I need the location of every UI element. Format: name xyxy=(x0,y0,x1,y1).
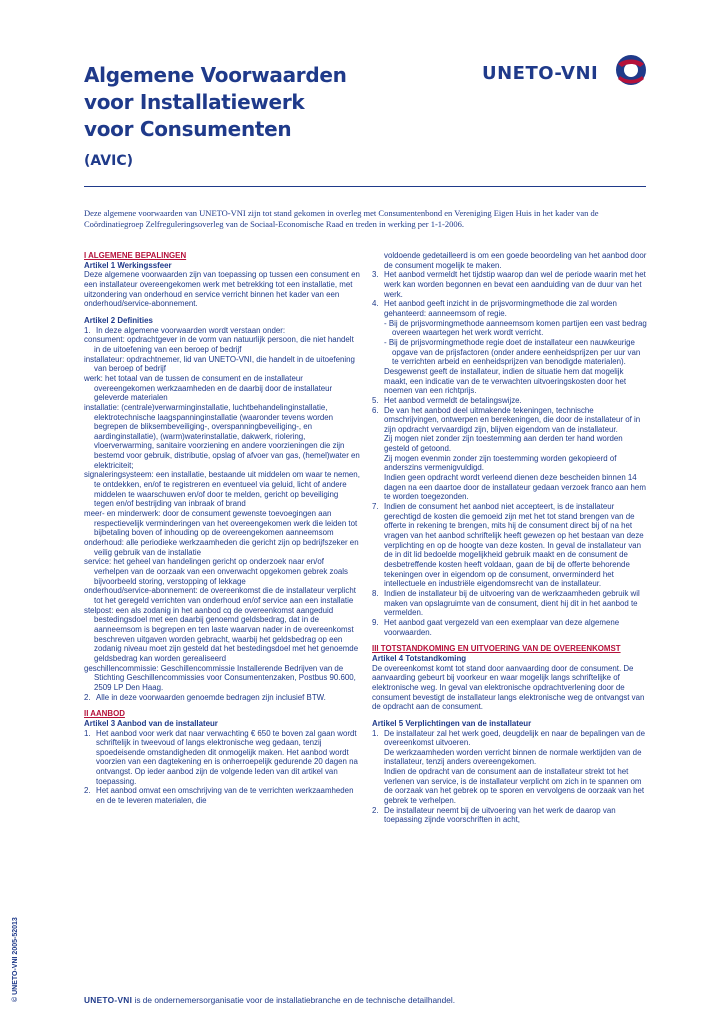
intro-paragraph: Deze algemene voorwaarden van UNETO-VNI zijn tot stand gekomen in overleg met Consumentenbond en Vereniging Eigen Huis in het kader van de Coördinatiegroep Zelfreguleringsoverleg van de Sociaal-Economische Raad en treden in werking per 1-1-2006. xyxy=(84,208,599,230)
title-line: voor Consumenten xyxy=(84,117,292,141)
list-item xyxy=(372,251,648,270)
title-line: Algemene Voorwaarden xyxy=(84,63,347,87)
definition-list xyxy=(84,335,360,692)
item-paragraph: Zij mogen evenmin zonder zijn toestemming worden gekopieerd of anderszins vermenigvuldigd. xyxy=(384,453,617,473)
list-item xyxy=(372,502,648,589)
item-number: 3. xyxy=(372,270,379,280)
section-heading: I ALGEMENE BEPALINGEN xyxy=(84,251,187,260)
definition-item: signaleringsysteem: een installatie, bestaande uit middelen om waar te nemen, te ontdekken, en/of te registreren en eventueel via geluid, licht of andere middelen te waarschuwen en/of door te melden, gericht op beveiliging tegen en/of bestrijding van inbraak of brand xyxy=(84,470,360,509)
article-heading: Artikel 1 Werkingssfeer xyxy=(84,260,172,270)
item-text: Het aanbod vermeldt het tijdstip waarop dan wel de periode waarin met het werk kan worden begonnen en bevat een aanduiding van de duur van het werk. xyxy=(384,270,646,299)
item-number: 1. xyxy=(372,728,379,738)
footer-description: is de ondernemersorganisatie voor de installatiebranche en de technische detailhandel. xyxy=(132,995,456,1005)
article-text: Deze algemene voorwaarden zijn van toepassing op tussen een consument en een installateur overeengekomen werk met betrekking tot een installatie, met uitzondering van onderhoud en service verricht binnen het kader van een onderhoud/service-abonnement. xyxy=(84,270,360,309)
item-number: 1. xyxy=(84,728,91,738)
item-text: Het aanbod voor werk dat naar verwachting € 650 te boven zal gaan wordt schriftelijk in tweevoud of langs elektronische weg gedaan, tenzij spoedeisende omstandigheden dit onmogelijk maken. Het aanbod wordt voorzien van een dagtekening en is onherroepelijk gedurende 20 dagen na ontvangst. Op ieder aanbod zijn de volgende leden van dit artikel van toepassing. xyxy=(96,728,358,786)
item-number: 4. xyxy=(372,299,379,309)
dash-item: - Bij de prijsvormingmethode aanneemsom komen partijen een vast bedrag overeen waartegen het werk wordt verricht. xyxy=(384,318,647,338)
definition-item: installateur: opdrachtnemer, lid van UNETO-VNI, die handelt in de uitoefening van beroep of bedrijf xyxy=(84,354,355,374)
item-number: 2. xyxy=(84,692,91,702)
definition-item: service: het geheel van handelingen gericht op onderzoek naar en/of verhelpen van de oorzaak van een onverwacht opgekomen gebrek zoals bijvoorbeeld storing, verstopping of lekkage xyxy=(84,557,348,586)
section-heading: III TOTSTANDKOMING EN UITVOERING VAN DE OVEREENKOMST xyxy=(372,644,621,654)
item-text: Indien de installateur bij de uitvoering van de werkzaamheden gebruik wil maken van opslagruimte van de consument, dient hij dit in het aanbod te vermelden. xyxy=(384,588,640,618)
document-subtitle: (AVIC) xyxy=(84,153,133,169)
item-text: De van het aanbod deel uitmakende tekeningen, technische omschrijvingen, ontwerpen en berekeningen, die door de installateur of in zijn opdracht vervaardigd zijn, blijven eigendom van de installateur. xyxy=(384,405,641,434)
article-text: De overeenkomst komt tot stand door aanvaarding door de consument. De aanvaarding gebeurt bij voorkeur en waar mogelijk langs schriftelijke of elektronische weg. In geval van elektronische opdrachtverlening door de consument bevestigt de installateur langs elektronische weg de ontvangst van de opdracht aan de consument. xyxy=(372,663,645,712)
document-title xyxy=(84,62,504,143)
header-divider xyxy=(84,186,646,187)
article-heading: Artikel 4 Totstandkoming xyxy=(372,653,467,663)
item-paragraph: Zij mogen niet zonder zijn toestemming aan derden ter hand worden gesteld of getoond. xyxy=(384,434,623,454)
article-list xyxy=(372,251,648,637)
list-item xyxy=(372,299,648,396)
item-text: De installateur neemt bij de uitvoering van het werk de daarop van toepassing zijnde voorschriften in acht, xyxy=(384,805,616,825)
item-paragraph: Indien geen opdracht wordt verleend dienen deze bescheiden binnen 14 dagen na een daartoe door de installateur gedaan verzoek franco aan hem te worden toegezonden. xyxy=(384,473,646,502)
definition-item: werk: het totaal van de tussen de consument en de installateur overeengekomen werkzaamheden en de daarbij door de installateur geleverde materialen xyxy=(84,373,333,403)
dash-item: - Bij de prijsvormingmethode regie doet de installateur een nauwkeurige opgave van de prijsfactoren (onder andere eenheidsprijzen per uur van te verrichten arbeid en eenheidsprijzen van benodigde materialen). xyxy=(384,337,641,367)
article-heading: Artikel 5 Verplichtingen van de installateur xyxy=(372,718,532,728)
article-list xyxy=(84,729,360,806)
footer-text xyxy=(84,995,664,1005)
item-text: Het aanbod vermeldt de betalingswijze. xyxy=(384,395,522,405)
title-line: voor Installatiewerk xyxy=(84,90,305,114)
item-text: Alle in deze voorwaarden genoemde bedragen zijn inclusief BTW. xyxy=(96,692,326,702)
copyright-note: © UNETO-VNI 2005-52013 xyxy=(12,917,19,1002)
article-list xyxy=(84,693,360,703)
right-column xyxy=(372,251,648,825)
logo-text: UNETO-VNI xyxy=(482,63,599,84)
item-number: 7. xyxy=(372,502,379,512)
list-item xyxy=(372,406,648,503)
item-number: 2. xyxy=(372,805,379,815)
item-text: Het aanbod geeft inzicht in de prijsvormingmethode die zal worden gehanteerd: aanneemsom of regie. xyxy=(384,299,617,318)
definition-item: stelpost: een als zodanig in het aanbod cq de overeenkomst aangeduid bestedingsdoel met een daarbij genoemd geldsbedrag, dat in de aanneemsom is begrepen en ten laste waarvan nader in de overeenkomst beschreven uitgaven worden gebracht, waarbij het geldsbedrag op een zodanig niveau moet zijn gesteld dat het bestedingsdoel met het genoemde geldsbedrag kan worden gerealiseerd xyxy=(84,605,359,663)
item-paragraph: Indien de opdracht van de consument aan de installateur strekt tot het verlenen van service, is de installateur verplicht om zich in te spannen om de oorzaak van het gebrek op te sporen en vervolgens de oorzaak van het gebrek te verhelpen. xyxy=(384,767,645,806)
definition-item: meer- en minderwerk: door de consument gewenste toevoegingen aan respectievelijk verminderingen van het overeengekomen werk die leiden tot bijbetaling boven of inhouding op de overeengekomen aanneemsom xyxy=(84,509,358,538)
item-text: In deze algemene voorwaarden wordt verstaan onder: xyxy=(96,325,286,335)
list-item xyxy=(84,786,360,805)
article-list xyxy=(372,729,648,826)
item-text: Het aanbod omvat een omschrijving van de te verrichten werkzaamheden en de te leveren materialen, die xyxy=(96,786,354,806)
item-number: 9. xyxy=(372,617,379,627)
item-number: 8. xyxy=(372,588,379,598)
uneto-vni-logo-icon xyxy=(614,50,648,90)
item-number: 1. xyxy=(84,325,91,335)
list-item xyxy=(84,693,360,703)
list-item xyxy=(372,589,648,618)
item-paragraph: Desgewenst geeft de installateur, indien de situatie hem dat mogelijk maakt, een indicatie van de te verwachten uitvoeringskosten door het noemen van een richtprijs. xyxy=(384,366,627,396)
definition-item: installatie: (centrale)verwarminginstallatie, luchtbehandelinginstallatie, elektrotechnische laagspanninginstallatie (waaronder tevens worden begrepen de bliksembeveiliging-, overspanningbeveiliging-, en aardinginstallatie), (warm)waterinstallatie, dakwerk, riolering, vloerverwarming, sanitaire voorziening en andere voorzieningen die zijn bestemd voor gebruik, distributie, opslag of afvoer van gas, (hemel)water en elektriciteit; xyxy=(84,402,360,470)
article-list xyxy=(84,326,360,336)
article-heading: Artikel 3 Aanbod van de installateur xyxy=(84,718,218,728)
uneto-vni-logo xyxy=(482,50,652,100)
list-item xyxy=(372,396,648,406)
article-heading: Artikel 2 Definities xyxy=(84,315,153,325)
left-column xyxy=(84,251,360,806)
item-text: Het aanbod gaat vergezeld van een exemplaar van deze algemene voorwaarden. xyxy=(384,617,620,637)
list-item xyxy=(372,806,648,825)
definition-item: onderhoud: alle periodieke werkzaamheden die gericht zijn op bedrijfszeker en veilig gebruik van de installatie xyxy=(84,538,359,557)
item-text: voldoende gedetailleerd is om een goede beoordeling van het aanbod door de consument mogelijk te maken. xyxy=(384,251,647,270)
list-item xyxy=(372,270,648,299)
list-item xyxy=(372,729,648,806)
definition-item: consument: opdrachtgever in de vorm van natuurlijk persoon, die niet handelt in de uitoefening van een beroep of bedrijf xyxy=(84,335,354,354)
footer-brand: UNETO-VNI xyxy=(84,995,133,1005)
list-item xyxy=(84,729,360,787)
item-text: De installateur zal het werk goed, deugdelijk en naar de bepalingen van de overeenkomst uitvoeren. xyxy=(384,728,646,748)
definition-item: geschillencommissie: Geschillencommissie Installerende Bedrijven van de Stichting Geschillencommissies voor Consumentenzaken, Postbus 90.600, 2509 LP Den Haag. xyxy=(84,663,356,692)
section-heading: II AANBOD xyxy=(84,709,125,719)
definition-item: onderhoud/service-abonnement: de overeenkomst die de installateur verplicht tot het geregeld verrichten van onderhoud en/of service aan een installatie xyxy=(84,586,356,605)
item-number: 2. xyxy=(84,786,91,796)
item-text: Indien de consument het aanbod niet accepteert, is de installateur gerechtigd de kosten die gemoeid zijn met het tot stand brengen van de offerte in rekening te brengen, mits hij de consument direct bij of na het vragen van het aanbod schriftelijk heeft gewezen op het bestaan van deze verplichting en op de hoogte van deze kosten. In geval de installateur van de in dit lid bedoelde mogelijkheid gebruik maakt en de consument de desbetreffende kosten heeft voldaan, gaan de bij de offerte behorende tekeningen over in eigendom op de consument, onverminderd het intellectuele en industriële eigendomsrecht van de installateur. xyxy=(384,502,644,589)
item-number: 5. xyxy=(372,395,379,405)
list-item xyxy=(84,326,360,336)
item-number: 6. xyxy=(372,405,379,415)
item-paragraph: De werkzaamheden worden verricht binnen de normale werktijden van de installateur, tenzij anders overeengekomen. xyxy=(384,747,642,767)
list-item xyxy=(372,618,648,637)
